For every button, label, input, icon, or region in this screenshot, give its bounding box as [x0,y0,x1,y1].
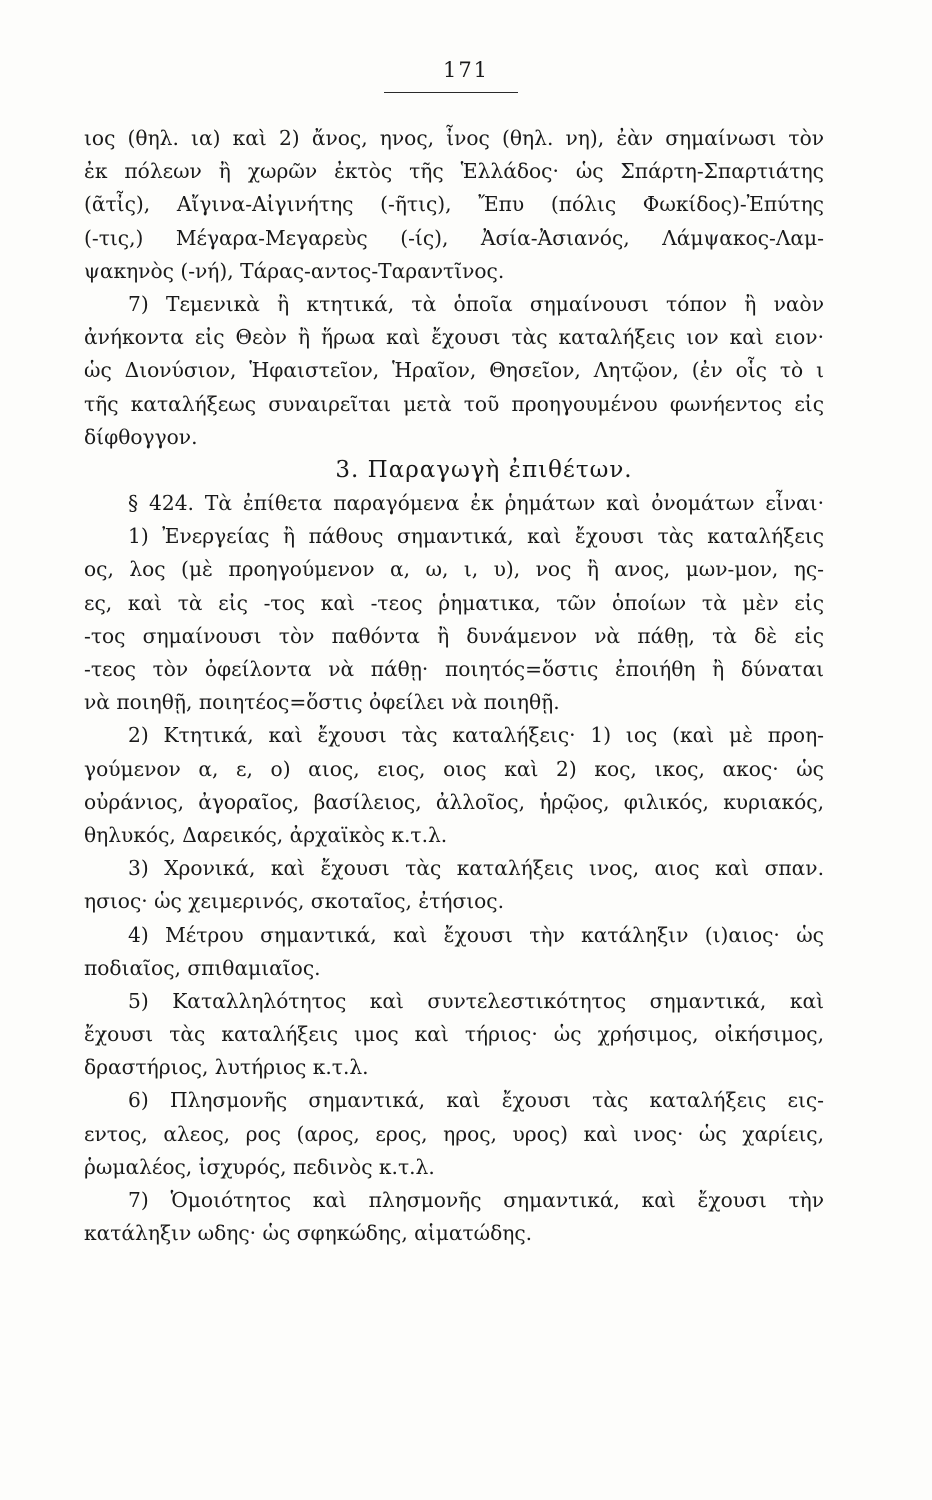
page-number: 171 [442,58,490,82]
text-line: ἀνήκοντα εἰς Θεὸν ἢ ἥρωα καὶ ἔχουσι τὰς καταλήξεις ιον καὶ ειον· [84,325,824,350]
text-line: νὰ ποιηθῇ, ποιητέος=ὅστις ὀφείλει νὰ ποιηθῇ. [84,690,560,715]
text-line: ῥωμαλέος, ἰσχυρός, πεδινὸς κ.τ.λ. [84,1154,435,1179]
text-line: 2) Κτητικά, καὶ ἔχουσι τὰς καταλήξεις· 1) ιος (καὶ μὲ προη- [128,723,824,748]
text-line: 7) Τεμενικὰ ἢ κτητικά, τὰ ὁποῖα σημαίνουσι τόπον ἢ ναὸν [128,291,824,316]
text-line: ποδιαῖος, σπιθαμιαῖος. [84,955,321,980]
text-line: ἐκ πόλεων ἢ χωρῶν ἐκτὸς τῆς Ἑλλάδος· ὡς Σπάρτη-Σπαρτιάτης [84,159,824,184]
text-line: ψακηνὸς (-νή), Τάρας-αντος-Ταραντῖνος. [84,258,505,283]
text-line: ος, λος (μὲ προηγούμενον α, ω, ι, υ), νος ἢ ανος, μων-μον, ης- [84,557,824,582]
page-number-rule [384,92,518,93]
text-line: ιος (θηλ. ια) καὶ 2) ἄνος, ηνος, ἶνος (θηλ. νη), ἐὰν σημαίνωσι τὸν [84,126,824,150]
text-line: ες, καὶ τὰ εἰς -τος καὶ -τεος ῥηματικα, τῶν ὁποίων τὰ μὲν εἰς [84,590,824,615]
text-line: -τεος τὸν ὀφείλοντα νὰ πάθῃ· ποιητός=ὅστις ἐποιήθη ἢ δύναται [84,657,824,681]
text-line: ὡς Διονύσιον, Ἡφαιστεῖον, Ἡραῖον, Θησεῖον, Λητῷον, (ἐν οἷς τὸ ι [84,358,824,383]
text-line: 1) Ἐνεργείας ἢ πάθους σημαντικά, καὶ ἔχουσι τὰς καταλήξεις [128,524,824,549]
text-line: ησιος· ὡς χειμερινός, σκοταῖος, ἐτήσιος. [84,889,505,914]
text-line: κατάληξιν ωδης· ὡς σφηκώδης, αἱματώδης. [84,1221,533,1246]
text-line: 3) Χρονικά, καὶ ἔχουσι τὰς καταλήξεις ινος, αιος καὶ σπαν. [128,856,824,881]
text-line: θηλυκός, Δαρεικός, ἀρχαϊκὸς κ.τ.λ. [84,822,448,847]
text-line: -τος σημαίνουσι τὸν παθόντα ἢ δυνάμενον νὰ πάθῃ, τὰ δὲ εἰς [84,623,824,648]
text-line: (ᾶτἶς), Αἴγινα-Αἰγινήτης (-ῆτις), Ἔπυ (πόλις Φωκίδος)-Ἐπύτης [84,192,824,217]
text-line: εντος, αλεος, ρος (αρος, ερος, ηρος, υρος) καὶ ινος· ὡς χαρίεις, [84,1121,824,1146]
paragraph-424-line: § 424. Τὰ ἐπίθετα παραγόμενα ἐκ ῥημάτων καὶ ὀνομάτων εἶναι· [128,491,824,516]
text-line: 7) Ὁμοιότητος καὶ πλησμονῆς σημαντικά, καὶ ἔχουσι τὴν [128,1188,824,1212]
text-line: ἔχουσι τὰς καταλήξεις ιμος καὶ τήριος· ὡς χρήσιμος, οἰκήσιμος, [84,1022,824,1047]
text-line: (-τις,) Μέγαρα-Μεγαρεὺς (-ίς), Ἀσία-Ἀσιανός, Λάμψακος-Λαμ- [84,225,824,250]
body-text [84,122,824,1250]
text-line: 6) Πλησμονῆς σημαντικά, καὶ ἔχουσι τὰς καταλήξεις εις- [128,1088,824,1113]
text-line: γούμενον α, ε, ο) αιος, ειος, οιος καὶ 2) κος, ικος, ακος· ὡς [84,756,824,781]
section-heading: 3. Παραγωγὴ ἐπιθέτων. [335,456,633,483]
text-line: 4) Μέτρου σημαντικά, καὶ ἔχουσι τὴν κατάληξιν (ι)αιος· ὡς [128,922,824,947]
text-line: οὐράνιος, ἀγοραῖος, βασίλειος, ἀλλοῖος, ἡρῷος, φιλικός, κυριακός, [84,789,824,814]
text-line: τῆς καταλήξεως συναιρεῖται μετὰ τοῦ προηγουμένου φωνήεντος εἰς [84,391,824,416]
text-line: δραστήριος, λυτήριος κ.τ.λ. [84,1055,369,1080]
text-line: δίφθογγον. [84,424,198,449]
text-line: 5) Καταλληλότητος καὶ συντελεστικότητος σημαντικά, καὶ [128,988,824,1013]
